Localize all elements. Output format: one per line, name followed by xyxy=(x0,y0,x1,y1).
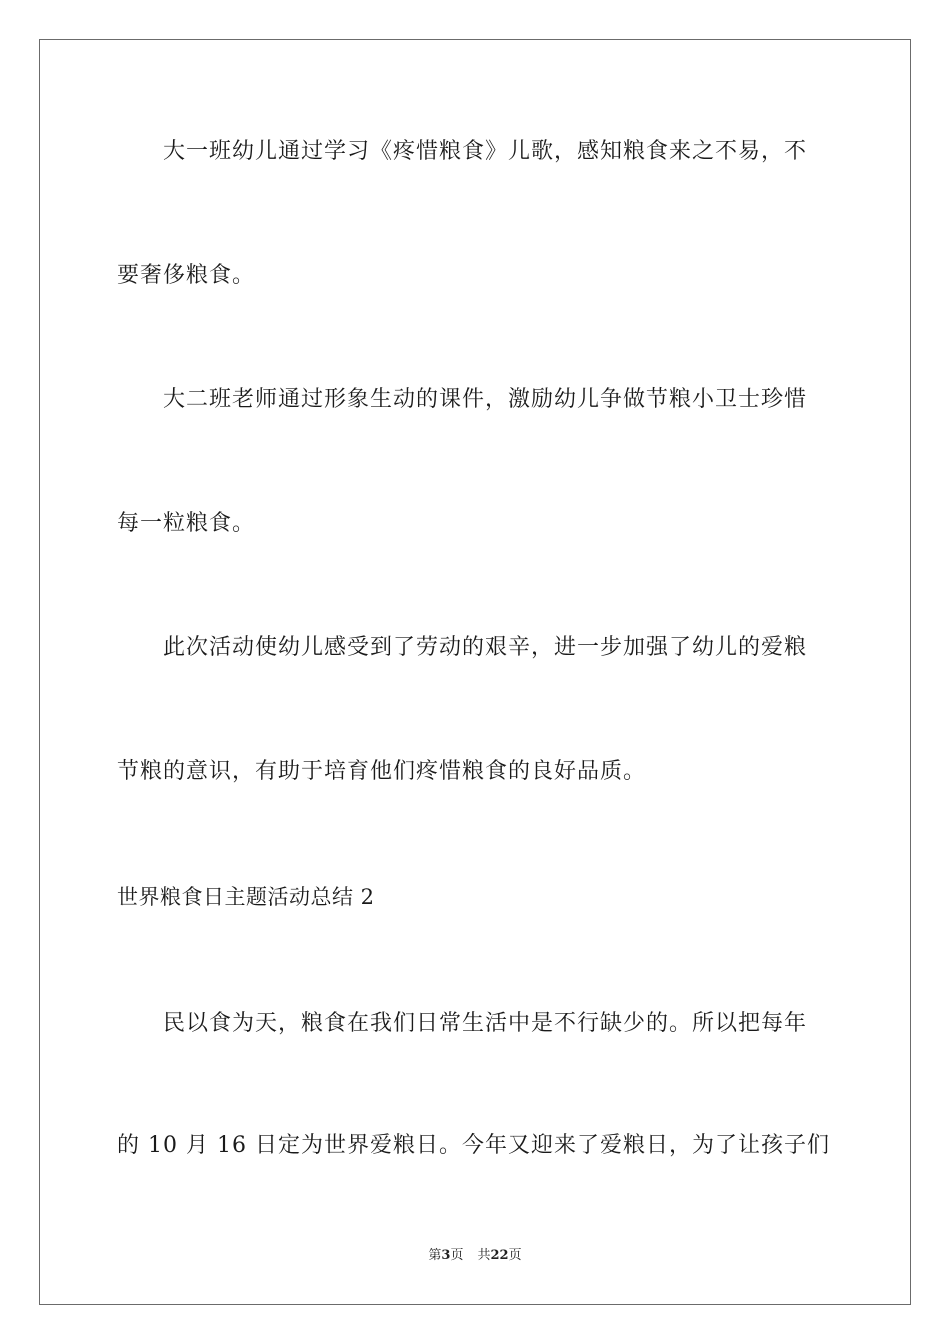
paragraph-3-line-1: 此次活动使幼儿感受到了劳动的艰辛，进一步加强了幼儿的爱粮 xyxy=(163,635,808,660)
current-page-number: 3 xyxy=(441,1248,451,1263)
page-suffix: 页 xyxy=(450,1248,464,1263)
page-prefix: 第 xyxy=(428,1248,442,1263)
paragraph-4-line-2: 的 10 月 16 日定为世界爱粮日。今年又迎来了爱粮日，为了让孩子们 xyxy=(117,1133,830,1158)
paragraph-1-line-2: 要奢侈粮食。 xyxy=(117,263,256,288)
paragraph-3-line-2: 节粮的意识，有助于培育他们疼惜粮食的良好品质。 xyxy=(117,759,647,784)
page-border xyxy=(39,39,911,1305)
total-prefix: 共 xyxy=(477,1248,491,1263)
total-pages-number: 22 xyxy=(490,1248,509,1263)
paragraph-4-line-1: 民以食为天，粮食在我们日常生活中是不行缺少的。所以把每年 xyxy=(163,1011,808,1036)
paragraph-1-line-1: 大一班幼儿通过学习《疼惜粮食》儿歌，感知粮食来之不易，不 xyxy=(163,139,808,164)
total-suffix: 页 xyxy=(508,1248,522,1263)
section-heading: 世界粮食日主题活动总结 2 xyxy=(117,885,375,909)
paragraph-2-line-1: 大二班老师通过形象生动的课件，激励幼儿争做节粮小卫士珍惜 xyxy=(163,387,808,412)
paragraph-2-line-2: 每一粒粮食。 xyxy=(117,511,256,536)
page-footer xyxy=(0,1247,950,1265)
